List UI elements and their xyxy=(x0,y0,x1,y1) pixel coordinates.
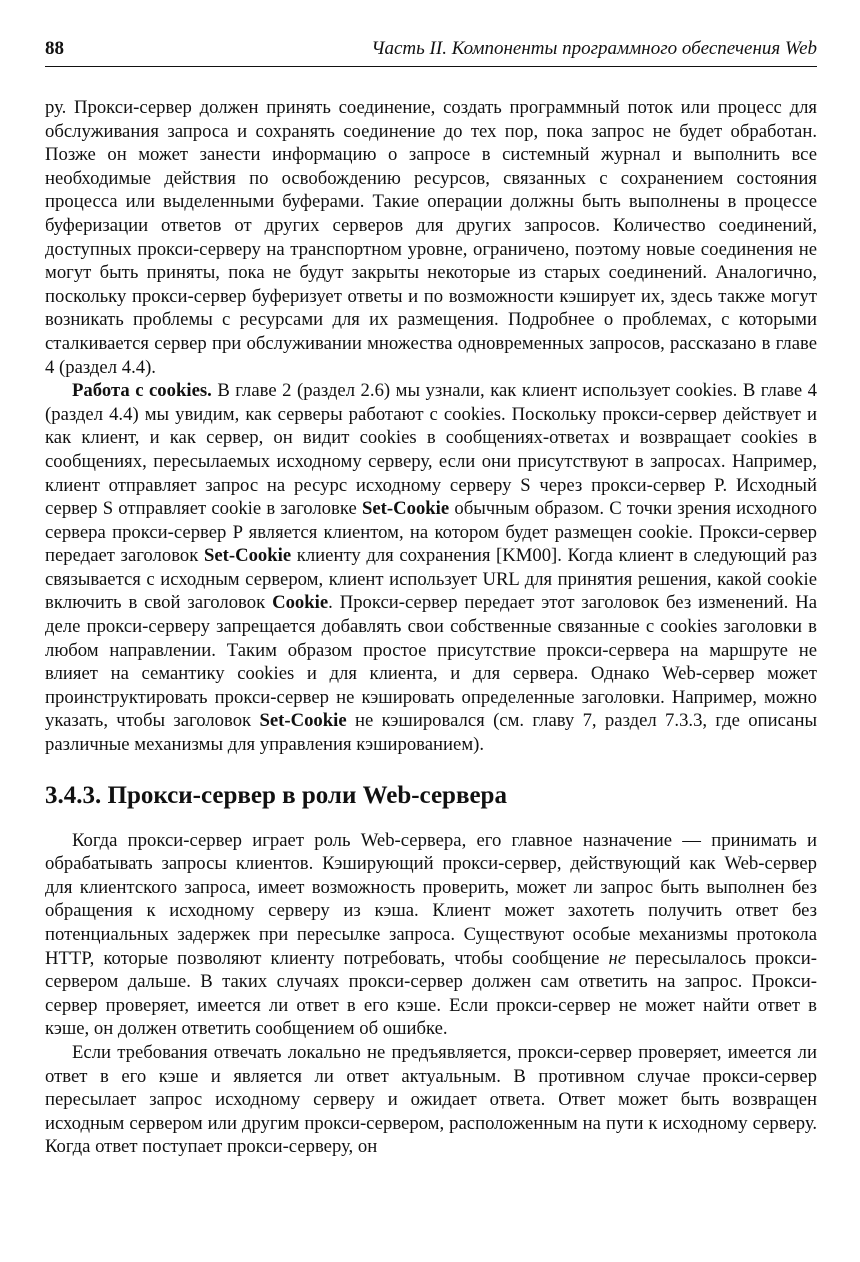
emphasis: не xyxy=(608,947,627,969)
paragraph-text: обычным образом. С точки зрения исходного сервера прокси-сервер P является клиентом, на котором будет размещен cookie. Прокси-сервер передает заголовок xyxy=(45,498,818,567)
section-heading: 3.4.3. Прокси-сервер в роли Web-сервера xyxy=(45,781,507,809)
header-rule xyxy=(45,66,817,67)
paragraph-text: . Прокси-сервер передает этот заголовок без изменений. На деле прокси-серверу запрещается добавлять свои собственные связанные с cookies заголовки в любом направлении. Таким образом простое присутствие прокси-сервера на маршруте не влияет на семантику cookies и для клиента, и для сервера. Однако Web-сервер может проинструктировать прокси-сервер не кэшировать определенные заголовки. Например, можно указать, чтобы заголовок xyxy=(45,592,817,732)
paragraph-text: ру. Прокси-сервер должен принять соединение, создать программный поток или процесс для обслуживания запроса и сохранять соединение до тех пор, пока запрос не будет обработан. Позже он может занести информацию о запросе в системный журнал и выполнить все необходимые действия по освобождению ресурсов, связанных с сохранением состояния процесса или выделенными буферами. Такие операции должны быть выполнены в процессе буферизации ответов от других серверов для других запросов. Количество соединений, доступных прокси-серверу на транспортном уровне, ограничено, поэтому новые соединения не могут быть приняты, пока не будут закрыты некоторые из старых соединений. Аналогично, поскольку прокси-сервер буферизует ответы и по возможности кэширует их, здесь также могут возникать проблемы с ресурсами для их размещения. Подробнее о проблемах, с которыми сталкивается сервер при обслуживании множества одновременных запросов, рассказано в главе 4 (раздел 4.4). xyxy=(45,97,817,378)
paragraph-text: Когда прокси-сервер играет роль Web-сервера, его главное назначение — принимать и обрабатывать запросы клиентов. Кэширующий прокси-сервер, действующий как Web-сервер для клиентского запроса, имеет возможность проверить, может ли запрос быть выполнен без обращения к исходному серверу из кэша. Клиент может захотеть получить ответ без потенциальных задержек при пересылке запроса. Существуют особые механизмы протокола HTTP, которые позволяют клиенту потребовать, чтобы сообщение xyxy=(45,829,817,969)
header-keyword: Cookie xyxy=(272,592,329,614)
page-number: 88 xyxy=(45,38,64,59)
paragraph-text: не кэшировался (см. главу 7, раздел 7.3.3, где описаны различные механизмы для управления кэшированием). xyxy=(45,710,817,756)
paragraph-continuation xyxy=(45,96,817,379)
paragraph-text: В главе 2 (раздел 2.6) мы узнали, как клиент использует cookies. В главе 4 (раздел 4.4) мы увидим, как серверы работают с cookies. Поскольку прокси-сервер действует и как клиент, и как сервер, он видит cookies в сообщениях-ответах и возвращает cookies в сообщениях, пересылаемых исходному серверу, если они присутствуют в запросах. Например, клиент отправляет запрос на ресурс исходному серверу S через прокси-сервер P. Исходный сервер S отправляет cookie в заголовке xyxy=(45,380,817,520)
paragraph-cookies xyxy=(45,379,817,757)
header-keyword: Set-Cookie xyxy=(259,710,347,732)
paragraph-local-response xyxy=(45,1041,817,1159)
paragraph-text: клиенту для сохранения [KM00]. Когда клиент в следующий раз связывается с исходным сервером, клиент использует URL для принятия решения, какой cookie включить в свой заголовок xyxy=(45,545,817,614)
page-body xyxy=(45,96,817,1159)
header-keyword: Set-Cookie xyxy=(361,498,450,520)
run-in-heading: Работа с cookies. xyxy=(72,380,212,402)
header-keyword: Set-Cookie xyxy=(203,545,292,567)
paragraph-proxy-as-server xyxy=(45,829,817,1041)
paragraph-text: Если требования отвечать локально не предъявляется, прокси-сервер проверяет, имеется ли ответ в его кэше и является ли ответ актуальным. В противном случае прокси-сервер пересылает запрос исходному серверу и ожидает ответа. Ответ может быть возвращен исходным сервером или другим прокси-сервером, расположенным на пути к исходному серверу. Когда ответ поступает прокси-серверу, он xyxy=(45,1041,817,1158)
paragraph-text: пересылалось прокси-сервером дальше. В таких случаях прокси-сервер должен сам ответить на запрос. Прокси-сервер проверяет, имеется ли ответ в его кэше. Если прокси-сервер не может найти ответ в кэше, он должен ответить сообщением об ошибке. xyxy=(45,947,818,1040)
running-title: Часть II. Компоненты программного обеспечения Web xyxy=(371,38,817,59)
running-head xyxy=(45,38,817,60)
